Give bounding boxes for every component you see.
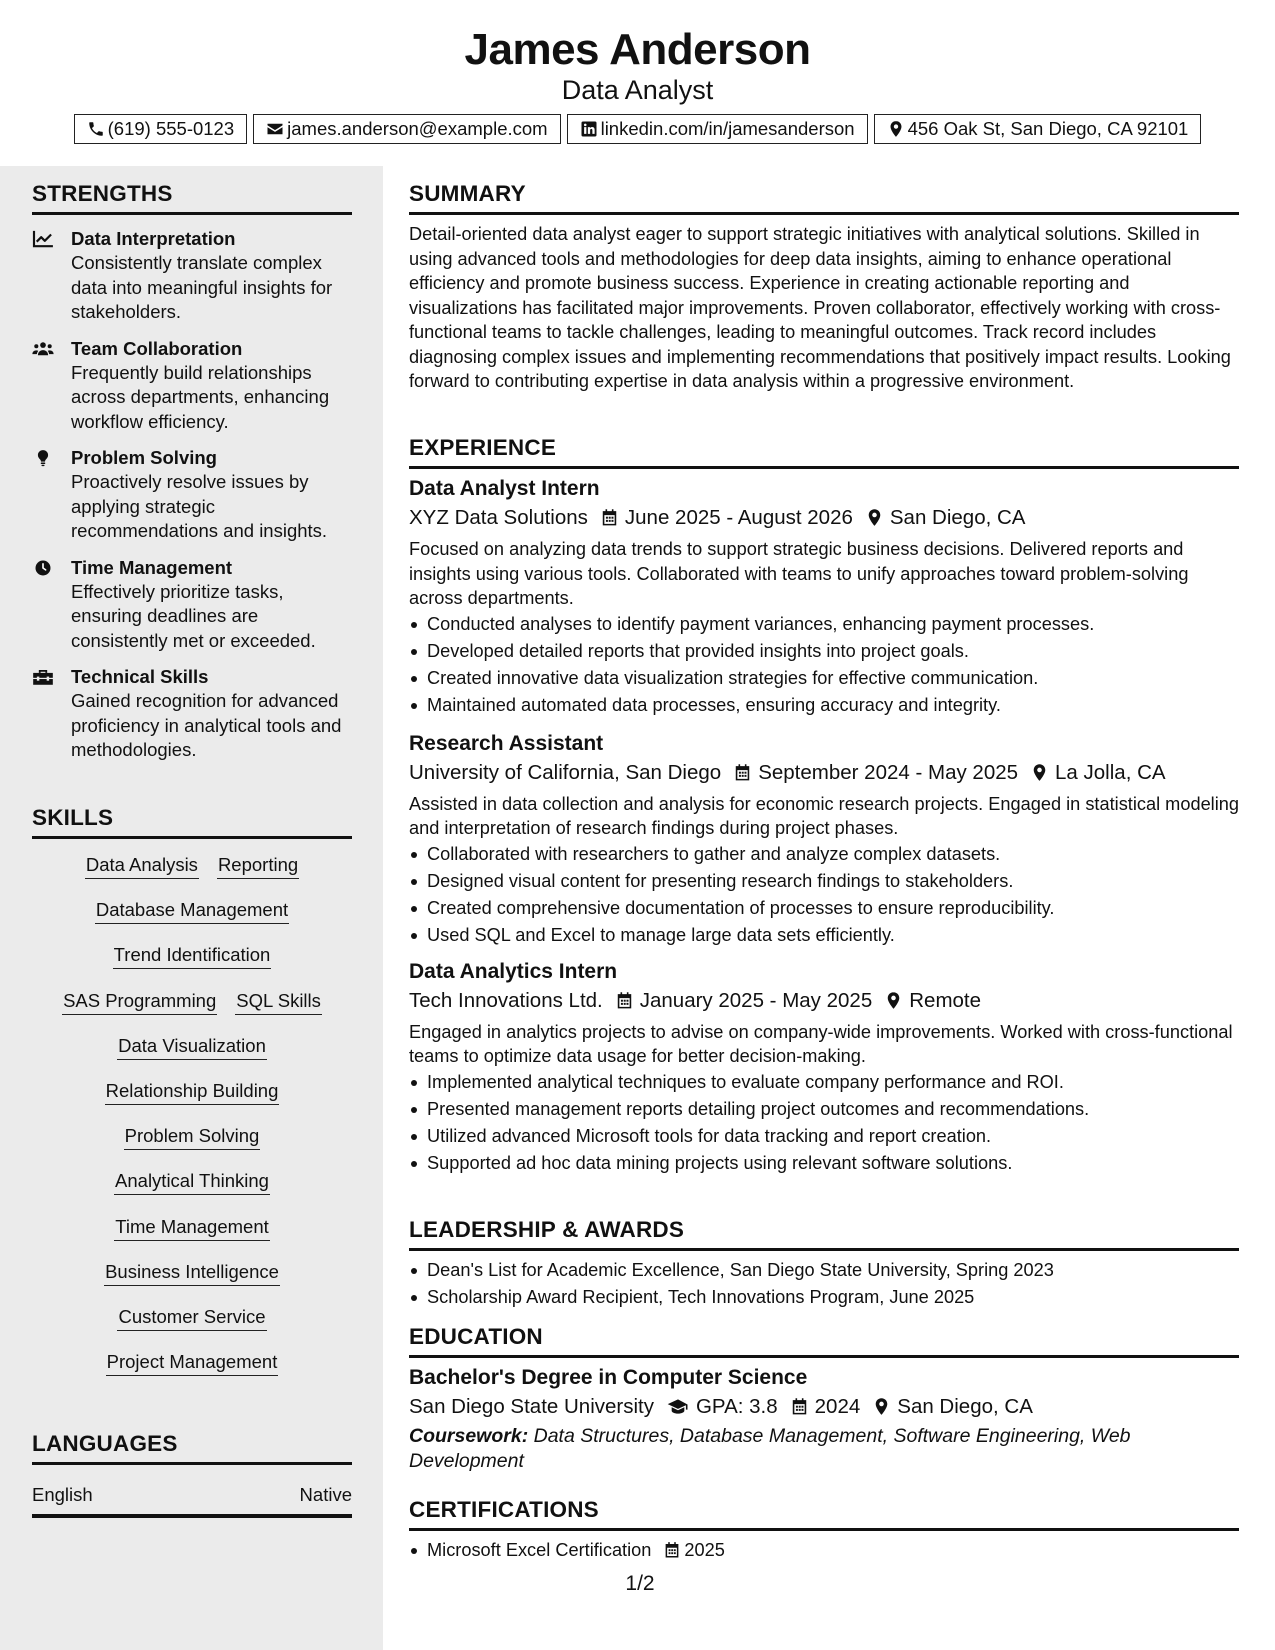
job-title: Research Assistant — [409, 731, 604, 755]
job-dates: September 2024 - May 2025 — [758, 760, 1019, 784]
job-location: La Jolla, CA — [1055, 760, 1166, 784]
skill-row — [32, 898, 352, 943]
skill-row — [32, 943, 352, 988]
certifications-section — [409, 1496, 1239, 1564]
job-title: Data Analyst Intern — [409, 477, 600, 500]
summary-text: Detail-oriented data analyst eager to support strategic initiatives with analytical solutions. Skilled in using advanced tools and methodologies for deep data insights, aiming to enhance operational efficiency and promote business success. Experience in creating actionable reporting and visualizations has facilitated major improvements. Proven collaborator, effectively working with cross-functional teams to tackle challenges, leading to meaningful outcomes. Track record includes diagnosing complex issues and implementing recommendations that positively impact results. Looking forward to contributing expertise in data analysis within a progressive environment. — [409, 224, 1231, 391]
calendar-icon — [663, 1541, 681, 1559]
skill-tag: Analytical Thinking — [114, 1169, 270, 1195]
education-title: EDUCATION — [409, 1323, 1239, 1358]
job-bullet: Presented management reports detailing project outcomes and recommendations. — [409, 1096, 1239, 1123]
skill-row — [32, 1215, 352, 1260]
skill-row — [32, 989, 352, 1034]
job-bullet: Created innovative data visualization strategies for effective communication. — [409, 665, 1239, 692]
education-meta — [409, 1392, 1239, 1422]
skill-row — [32, 1034, 352, 1079]
experience-title: EXPERIENCE — [409, 434, 1239, 469]
calendar-icon — [733, 763, 752, 782]
skill-tag: Data Analysis — [85, 853, 199, 879]
skills-list — [32, 853, 352, 1395]
experience-section — [409, 434, 1239, 1177]
map-marker-icon — [884, 991, 903, 1010]
strength-title: Data Interpretation — [71, 228, 236, 249]
candidate-name: James Anderson — [464, 25, 811, 74]
job-bullet: Created comprehensive documentation of processes to ensure reproducibility. — [409, 895, 1239, 922]
sidebar — [0, 166, 383, 1650]
school-name: San Diego State University — [409, 1395, 654, 1418]
skill-row — [32, 1305, 352, 1350]
strength-title: Technical Skills — [71, 666, 209, 687]
skill-tag: Trend Identification — [113, 943, 272, 969]
envelope-icon — [266, 120, 284, 138]
job-dates: January 2025 - May 2025 — [639, 988, 873, 1012]
summary-title: SUMMARY — [409, 180, 1239, 215]
job-description: Engaged in analytics projects to advise on company-wide improvements. Worked with cross-functional teams to optimize data usage for better decision-making. — [409, 1021, 1233, 1066]
coursework-list: Data Structures, Database Management, Software Engineering, Web Development — [409, 1425, 1131, 1472]
job-meta — [409, 503, 1239, 533]
job-bullet: Utilized advanced Microsoft tools for data tracking and report creation. — [409, 1123, 1239, 1150]
skill-row — [32, 1169, 352, 1214]
education-section — [409, 1323, 1239, 1473]
job-bullet: Implemented analytical techniques to evaluate company performance and ROI. — [409, 1069, 1239, 1096]
contact-linkedin[interactable] — [567, 114, 868, 144]
job-meta — [409, 986, 1239, 1016]
graduation-cap-icon — [666, 1397, 690, 1416]
job-bullets — [409, 841, 1239, 949]
certification-item — [409, 1537, 1239, 1564]
strength-item — [32, 665, 352, 763]
skill-tag: Project Management — [106, 1350, 279, 1376]
skills-title: SKILLS — [32, 804, 352, 839]
job-location: Remote — [909, 988, 982, 1012]
job-description: Focused on analyzing data trends to support strategic business decisions. Delivered reports and insights using various tools. Collaborated with teams to unify approaches toward problem-solving across departments. — [409, 539, 1189, 608]
coursework-label: Coursework: — [409, 1425, 529, 1447]
language-level: Native — [299, 1484, 352, 1505]
resume-header — [0, 0, 1275, 166]
skill-row — [32, 1260, 352, 1305]
contact-email[interactable] — [253, 114, 560, 144]
strength-title: Problem Solving — [71, 447, 217, 468]
certifications-list — [409, 1537, 1239, 1564]
job-company: Tech Innovations Ltd. — [409, 988, 603, 1012]
job-title: Data Analytics Intern — [409, 959, 618, 983]
gpa: GPA: 3.8 — [695, 1395, 778, 1418]
job-entry — [409, 475, 1239, 719]
strength-title: Team Collaboration — [71, 337, 243, 359]
skill-tag: Data Visualization — [117, 1034, 267, 1060]
line-chart-icon — [32, 230, 54, 248]
degree: Bachelor's Degree in Computer Science — [409, 1366, 808, 1389]
strength-desc: Consistently translate complex data into meaningful insights for stakeholders. — [71, 252, 333, 322]
summary-section — [409, 180, 1239, 394]
contact-email-text: james.anderson@example.com — [287, 118, 548, 139]
language-row — [32, 1465, 352, 1518]
strength-item — [32, 446, 352, 544]
job-description: Assisted in data collection and analysis for economic research projects. Engaged in statistical modeling and interpretation of research findings during project phases. — [409, 793, 1239, 838]
skill-row — [32, 853, 352, 898]
job-bullets — [409, 1069, 1239, 1177]
users-icon — [32, 340, 54, 358]
candidate-role: Data Analyst — [561, 75, 714, 105]
strength-desc: Proactively resolve issues by applying strategic recommendations and insights. — [71, 471, 328, 541]
strengths-title: STRENGTHS — [32, 180, 352, 215]
certification-name: Microsoft Excel Certification — [427, 1540, 652, 1560]
job-entry — [409, 958, 1239, 1177]
lightbulb-icon — [32, 449, 54, 467]
job-dates: June 2025 - August 2026 — [624, 506, 853, 529]
job-bullet: Maintained automated data processes, ensuring accuracy and integrity. — [409, 692, 1239, 719]
calendar-icon — [615, 991, 634, 1010]
job-bullet: Designed visual content for presenting research findings to stakeholders. — [409, 868, 1239, 895]
job-company: University of California, San Diego — [409, 760, 722, 784]
strength-item — [32, 556, 352, 654]
skills-section — [32, 804, 352, 1395]
map-marker-icon — [872, 1397, 891, 1416]
leadership-item: Scholarship Award Recipient, Tech Innovations Program, June 2025 — [409, 1284, 1239, 1311]
job-entry — [409, 730, 1239, 949]
strength-item — [32, 227, 352, 325]
leadership-item: Dean's List for Academic Excellence, San Diego State University, Spring 2023 — [409, 1257, 1239, 1284]
skill-tag: Relationship Building — [105, 1079, 280, 1105]
certifications-title: CERTIFICATIONS — [409, 1496, 1239, 1531]
toolbox-icon — [32, 668, 54, 686]
skill-tag: SAS Programming — [62, 989, 217, 1015]
coursework — [409, 1424, 1239, 1473]
contact-bar — [0, 114, 1275, 144]
skill-tag: Time Management — [114, 1215, 270, 1241]
map-marker-icon — [865, 508, 884, 527]
job-bullets — [409, 611, 1239, 719]
contact-phone[interactable] — [74, 114, 248, 144]
certification-year: 2025 — [684, 1540, 725, 1560]
school-location: San Diego, CA — [897, 1395, 1033, 1418]
skill-tag: Business Intelligence — [104, 1260, 280, 1286]
skill-row — [32, 1079, 352, 1124]
languages-title: LANGUAGES — [32, 1430, 352, 1465]
strength-item — [32, 337, 352, 435]
job-bullet: Developed detailed reports that provided insights into project goals. — [409, 638, 1239, 665]
contact-phone-text: (619) 555-0123 — [107, 118, 235, 139]
job-meta — [409, 758, 1239, 788]
contact-address[interactable] — [874, 114, 1202, 144]
job-company: XYZ Data Solutions — [409, 506, 588, 529]
leadership-section — [409, 1216, 1239, 1311]
strength-title: Time Management — [71, 556, 233, 578]
phone-icon — [87, 120, 105, 138]
language-name: English — [32, 1484, 93, 1505]
languages-section — [32, 1430, 352, 1518]
job-bullet: Conducted analyses to identify payment variances, enhancing payment processes. — [409, 611, 1239, 638]
strength-desc: Gained recognition for advanced proficiency in analytical tools and methodologies. — [71, 690, 342, 760]
linkedin-icon — [580, 120, 598, 138]
skill-row — [32, 1350, 352, 1395]
leadership-list — [409, 1257, 1239, 1311]
strength-desc: Frequently build relationships across departments, enhancing workflow efficiency. — [71, 361, 330, 432]
calendar-icon — [600, 508, 619, 527]
map-marker-icon — [1030, 763, 1049, 782]
skill-tag: Database Management — [95, 898, 289, 924]
contact-linkedin-text: linkedin.com/in/jamesanderson — [600, 118, 855, 139]
strengths-section — [32, 180, 352, 763]
page-number: 1/2 — [625, 1572, 655, 1595]
job-bullet: Used SQL and Excel to manage large data sets efficiently. — [409, 922, 1239, 949]
map-marker-icon — [887, 120, 905, 138]
clock-icon — [32, 559, 54, 577]
job-bullet: Supported ad hoc data mining projects using relevant software solutions. — [409, 1150, 1239, 1177]
skill-tag: Customer Service — [117, 1305, 266, 1331]
skill-tag: Reporting — [217, 853, 299, 879]
leadership-title: LEADERSHIP & AWARDS — [409, 1216, 1239, 1251]
calendar-icon — [790, 1397, 809, 1416]
contact-address-text: 456 Oak St, San Diego, CA 92101 — [907, 118, 1189, 139]
strength-desc: Effectively prioritize tasks, ensuring deadlines are consistently met or exceeded. — [71, 580, 316, 651]
skill-tag: SQL Skills — [235, 989, 322, 1015]
job-location: San Diego, CA — [889, 506, 1026, 529]
job-bullet: Collaborated with researchers to gather and analyze complex datasets. — [409, 841, 1239, 868]
skill-row — [32, 1124, 352, 1169]
graduation-year: 2024 — [814, 1395, 861, 1418]
skill-tag: Problem Solving — [124, 1124, 261, 1150]
